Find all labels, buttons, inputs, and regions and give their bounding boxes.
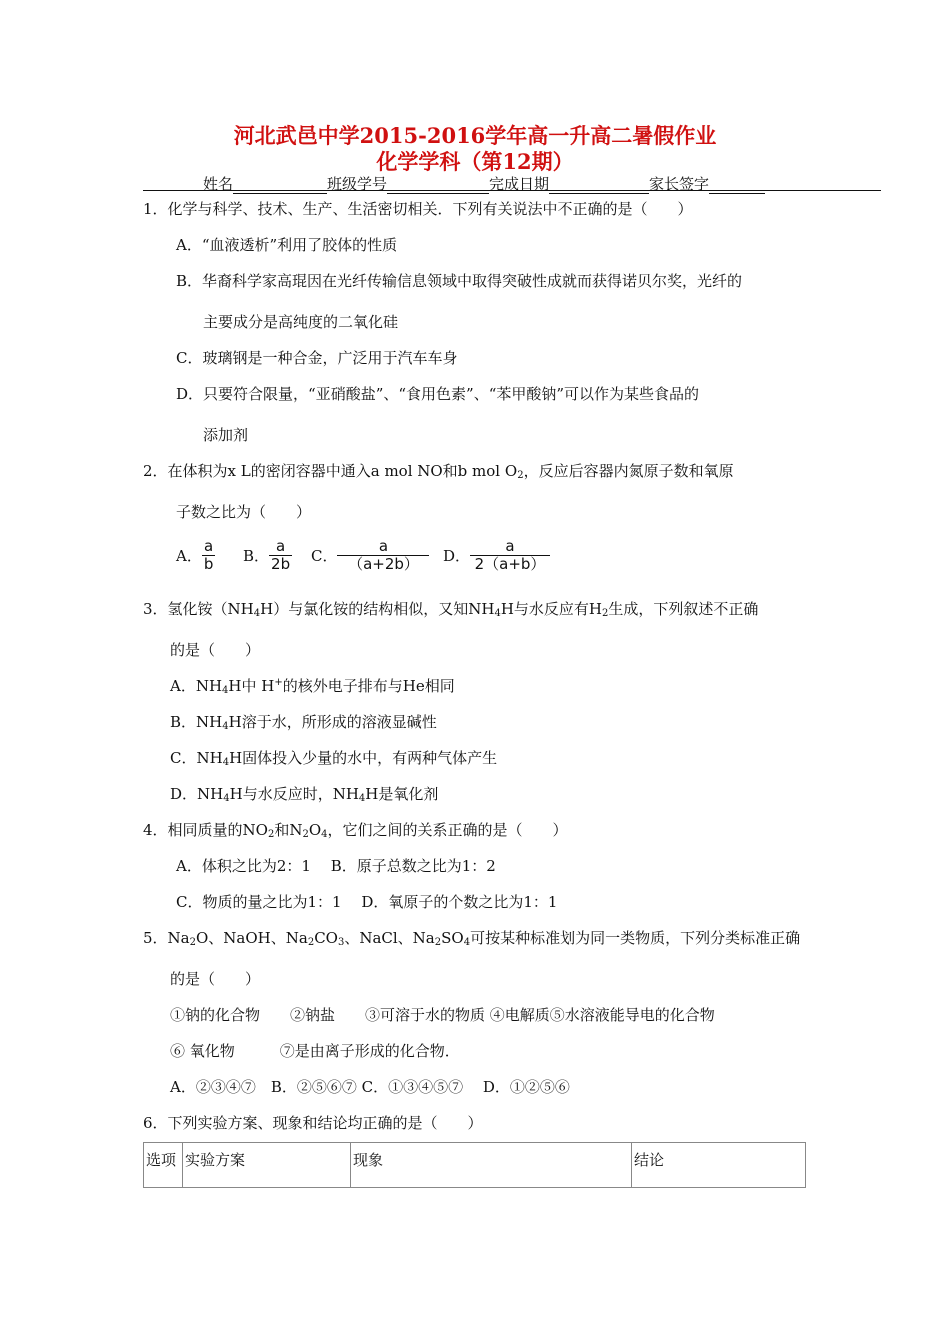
parent-sign-field[interactable] bbox=[709, 179, 765, 194]
q1-option-c: C．玻璃钢是一种合金，广泛用于汽车车身 bbox=[176, 349, 458, 367]
parent-sign-label: 家长签字 bbox=[649, 175, 710, 193]
q3-option-d: D．$NH_4H$与水反应时，$NH_4H$是氧化剂 bbox=[170, 785, 439, 804]
name-label: 姓名 bbox=[203, 175, 234, 193]
table-header-cell: 现象 bbox=[351, 1143, 632, 1188]
class-no-field[interactable] bbox=[387, 179, 489, 194]
q5-options: A．②③④⑦ B．②⑤⑥⑦ C．①③④⑤⑦ D．①②⑤⑥ bbox=[170, 1078, 570, 1096]
q2-stem-line1: 2．在体积为x L的密闭容器中通入a mol NO和b mol $O_2$，反应后容器内氮原子数和氧原 bbox=[143, 462, 734, 481]
q6-table bbox=[143, 1142, 806, 1188]
class-no-label: 班级学号 bbox=[327, 175, 388, 193]
date-field[interactable] bbox=[549, 179, 649, 194]
q4-options-cd: C．物质的量之比为1：1 D．氧原子的个数之比为1：1 bbox=[176, 893, 558, 911]
q2-option-d: D． $\frac{a}{2(a+b)}$ bbox=[443, 538, 550, 573]
q3-stem-line1: 3．氢化铵$(NH_4H)$与氯化铵的结构相似，又知$NH_4H$与水反应有$H_2$生成，下列叙述不正确 bbox=[143, 600, 759, 619]
table-header-cell: 结论 bbox=[632, 1143, 806, 1188]
q2-stem-line2: 子数之比为（ ） bbox=[176, 503, 312, 521]
page-subtitle: 化学学科（第12期） bbox=[376, 149, 574, 174]
q6-stem: 6．下列实验方案、现象和结论均正确的是（ ） bbox=[143, 1114, 483, 1132]
info-line bbox=[203, 173, 765, 194]
table-header-row bbox=[144, 1143, 806, 1188]
q4-options-ab: A．体积之比为2：1 B．原子总数之比为1：2 bbox=[176, 857, 496, 875]
date-label: 完成日期 bbox=[489, 175, 550, 193]
table-header-cell: 实验方案 bbox=[183, 1143, 351, 1188]
table-header-cell: 选项 bbox=[144, 1143, 183, 1188]
q3-option-b: B．$NH_4H$溶于水，所形成的溶液显碱性 bbox=[170, 713, 437, 732]
q1-option-a: A．“血液透析”利用了胶体的性质 bbox=[176, 236, 398, 254]
q5-stem-line1: 5．$Na_2O$、NaOH、$Na_2CO_3$、NaCl、$Na_2SO_4$可按某种标准划为同一类物质，下列分类标准正确 bbox=[143, 929, 801, 948]
q1-stem: 1．化学与科学、技术、生产、生活密切相关．下列有关说法中不正确的是（ ） bbox=[143, 200, 693, 218]
q4-stem: 4．相同质量的$NO_2$和$N_2O_4$，它们之间的关系正确的是（ ） bbox=[143, 821, 568, 840]
q5-items-line1: ①钠的化合物 ②钠盐 ③可溶于水的物质 ④电解质⑤水溶液能导电的化合物 bbox=[170, 1006, 715, 1024]
q1-option-d-line1: D．只要符合限量，“亚硝酸盐”、“食用色素”、“苯甲酸钠”可以作为某些食品的 bbox=[176, 385, 700, 403]
q1-option-b-line1: B．华裔科学家高琨因在光纤传输信息领域中取得突破性成就而获得诺贝尔奖，光纤的 bbox=[176, 272, 743, 290]
q2-option-c: C． $\frac{a}{(a+2b)}$ bbox=[311, 538, 429, 573]
name-field[interactable] bbox=[233, 179, 327, 194]
page-title: 河北武邑中学2015-2016学年高一升高二暑假作业 bbox=[233, 123, 717, 148]
q3-option-a: A．$NH_4H$中 H+的核外电子排布与He相同 bbox=[170, 677, 455, 696]
q3-option-c: C．$NH_4H$固体投入少量的水中，有两种气体产生 bbox=[170, 749, 498, 768]
q5-stem-line2: 的是（ ） bbox=[170, 970, 261, 988]
q2-option-b: B． $\frac{a}{2b}$ bbox=[243, 537, 291, 573]
q1-option-d-line2: 添加剂 bbox=[203, 426, 249, 444]
q5-items-line2: ⑥ 氧化物 ⑦是由离子形成的化合物． bbox=[170, 1042, 460, 1060]
q3-stem-line2: 的是（ ） bbox=[170, 641, 261, 659]
q2-option-a: A． $\frac{a}{b}$ bbox=[176, 537, 214, 573]
q1-option-b-line2: 主要成分是高纯度的二氧化硅 bbox=[203, 313, 399, 331]
